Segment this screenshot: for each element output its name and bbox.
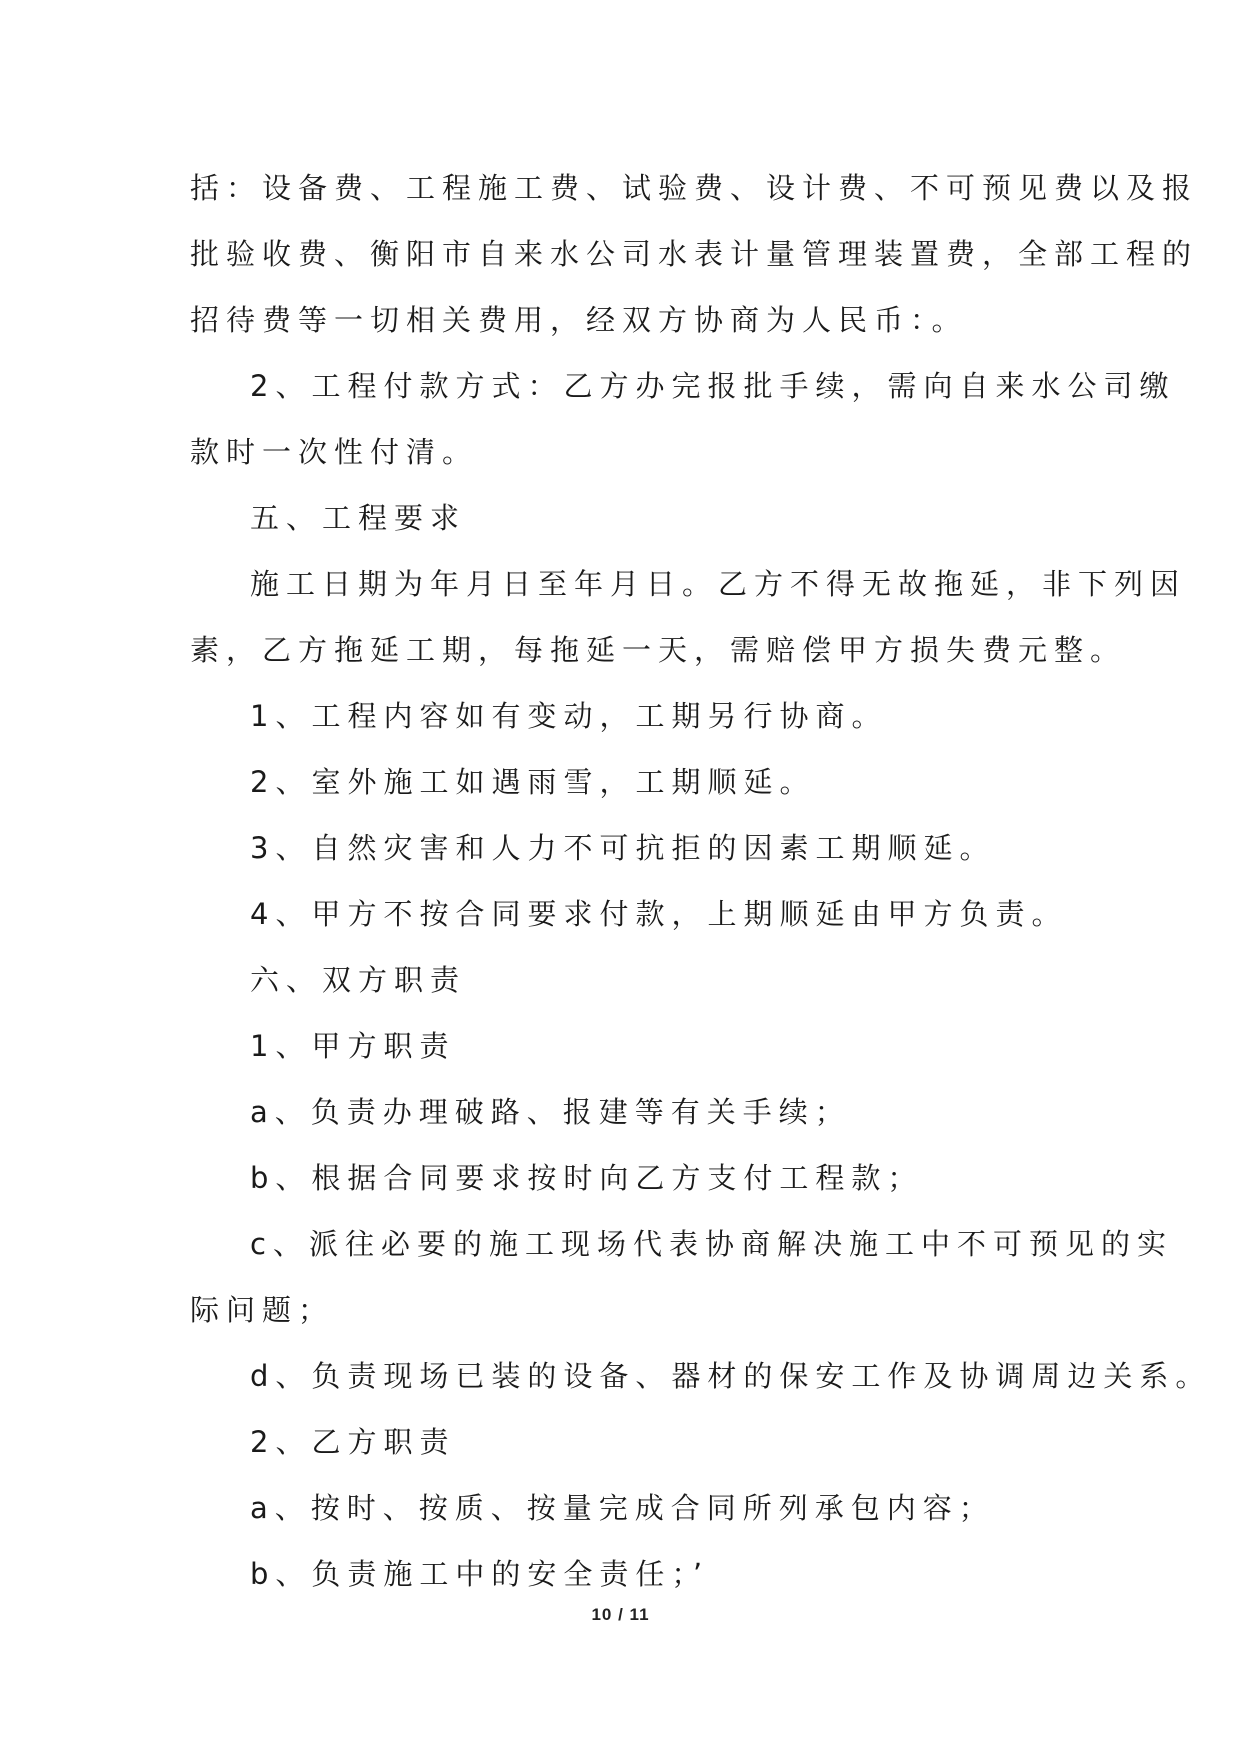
text-line: 款时一次性付清。 — [190, 435, 479, 469]
text-line: 2、室外施工如遇雨雪，工期顺延。 — [250, 765, 816, 799]
text-line: 批验收费、衡阳市自来水公司水表计量管理装置费，全部工程的 — [190, 237, 1199, 271]
text-line: 3、自然灾害和人力不可抗拒的因素工期顺延。 — [250, 831, 996, 865]
text-line: c、派往必要的施工现场代表协商解决施工中不可预见的实 — [250, 1227, 1173, 1261]
text-line: 4、甲方不按合同要求付款，上期顺延由甲方负责。 — [250, 897, 1068, 931]
text-line: 2、乙方职责 — [250, 1425, 456, 1459]
text-line: b、负责施工中的安全责任；’ — [250, 1557, 710, 1591]
text-line: a、按时、按质、按量完成合同所列承包内容； — [250, 1491, 995, 1525]
text-line: 施工日期为年月日至年月日。乙方不得无故拖延，非下列因 — [250, 567, 1187, 601]
document-body — [190, 155, 1212, 1607]
text-line: 1、工程内容如有变动，工期另行协商。 — [250, 699, 888, 733]
text-line: 2、工程付款方式：乙方办完报批手续，需向自来水公司缴 — [250, 369, 1176, 403]
text-line: 括：设备费、工程施工费、试验费、设计费、不可预见费以及报 — [190, 171, 1199, 205]
text-line: 际问题； — [190, 1293, 335, 1327]
text-line: a、负责办理破路、报建等有关手续； — [250, 1095, 851, 1129]
text-line: 1、甲方职责 — [250, 1029, 456, 1063]
page-number: 10 / 11 — [591, 1605, 650, 1624]
text-line: 素，乙方拖延工期，每拖延一天，需赔偿甲方损失费元整。 — [190, 633, 1127, 667]
text-line: 六、双方职责 — [250, 963, 467, 997]
text-line: d、负责现场已装的设备、器材的保安工作及协调周边关系。 — [250, 1359, 1212, 1393]
text-line: 五、工程要求 — [250, 501, 467, 535]
text-line: b、根据合同要求按时向乙方支付工程款； — [250, 1161, 924, 1195]
text-line: 招待费等一切相关费用，经双方协商为人民币：。 — [190, 303, 968, 337]
